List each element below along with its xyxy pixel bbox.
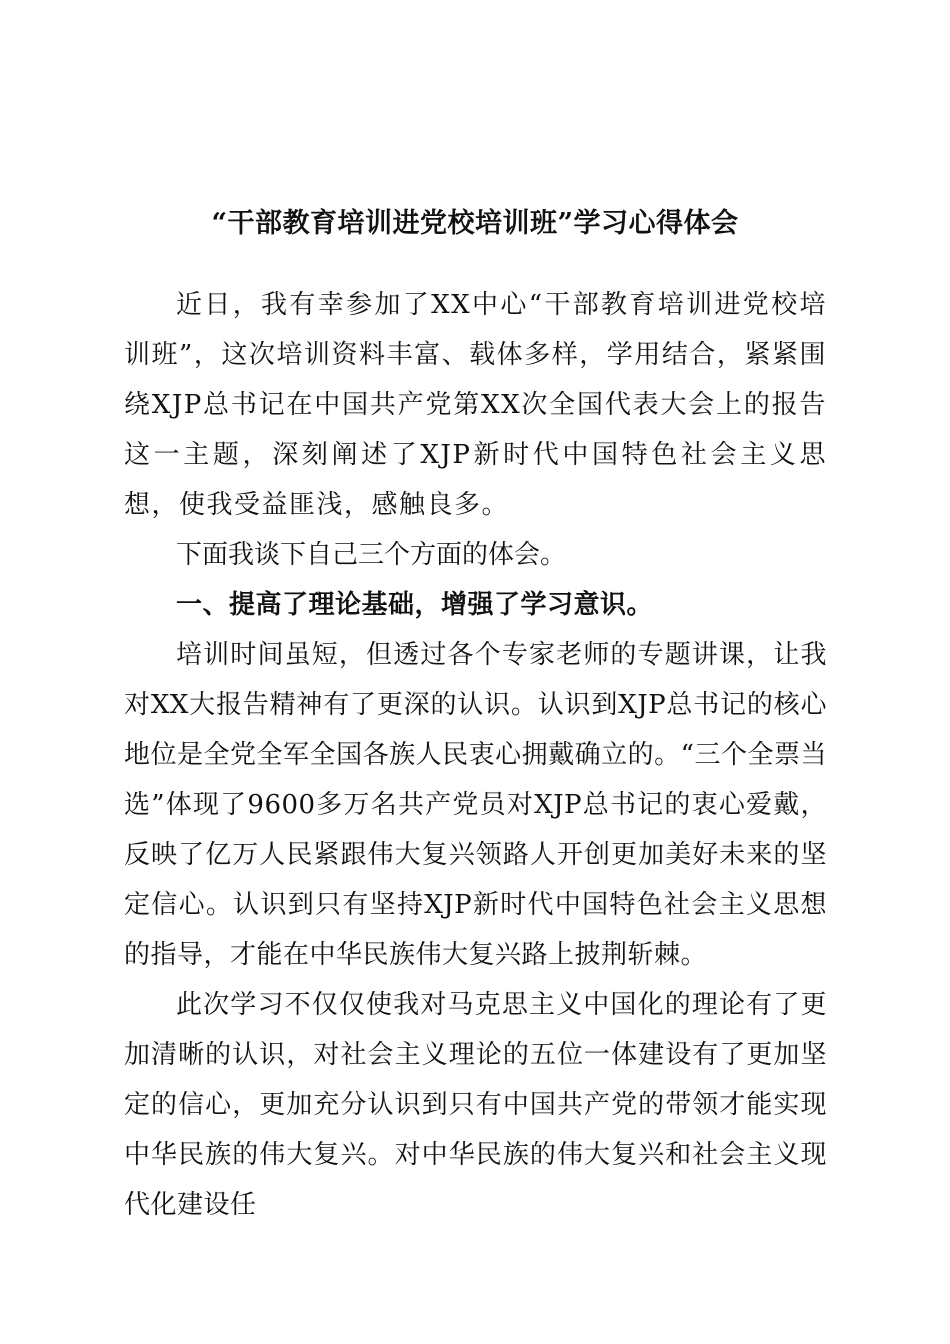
section-heading-1: 一、提高了理论基础，增强了学习意识。 [176, 590, 654, 620]
section-1-paragraph-1: 培训时间虽短，但透过各个专家老师的专题讲课，让我对XX大报告精神有了更深的认识。认识到XJP总书记的核心地位是全党全军全国各族人民衷心拥戴确立的。“三个全票当选”体现了9600多万名共产党员对XJP总书记的衷心爱戴，反映了亿万人民紧跟伟大复兴领路人开创更加美好未来的坚定信心。认识到只有坚持XJP新时代中国特色社会主义思想的指导，才能在中华民族伟大复兴路上披荆斩棘。 [124, 640, 827, 970]
section-1-paragraph-2: 此次学习不仅仅使我对马克思主义中国化的理论有了更加清晰的认识，对社会主义理论的五位一体建设有了更加坚定的信心，更加充分认识到只有中国共产党的带领才能实现中华民族的伟大复兴。对中华民族的伟大复兴和社会主义现代化建设任 [124, 990, 827, 1220]
intro-paragraph: 近日，我有幸参加了XX中心“干部教育培训进党校培训班”，这次培训资料丰富、载体多样，学用结合，紧紧围绕XJP总书记在中国共产党第XX次全国代表大会上的报告这一主题，深刻阐述了XJP新时代中国特色社会主义思想，使我受益匪浅，感触良多。 [124, 290, 827, 520]
transition-paragraph: 下面我谈下自己三个方面的体会。 [176, 540, 567, 570]
document-title: “干部教育培训进党校培训班”学习心得体会 [211, 208, 739, 239]
